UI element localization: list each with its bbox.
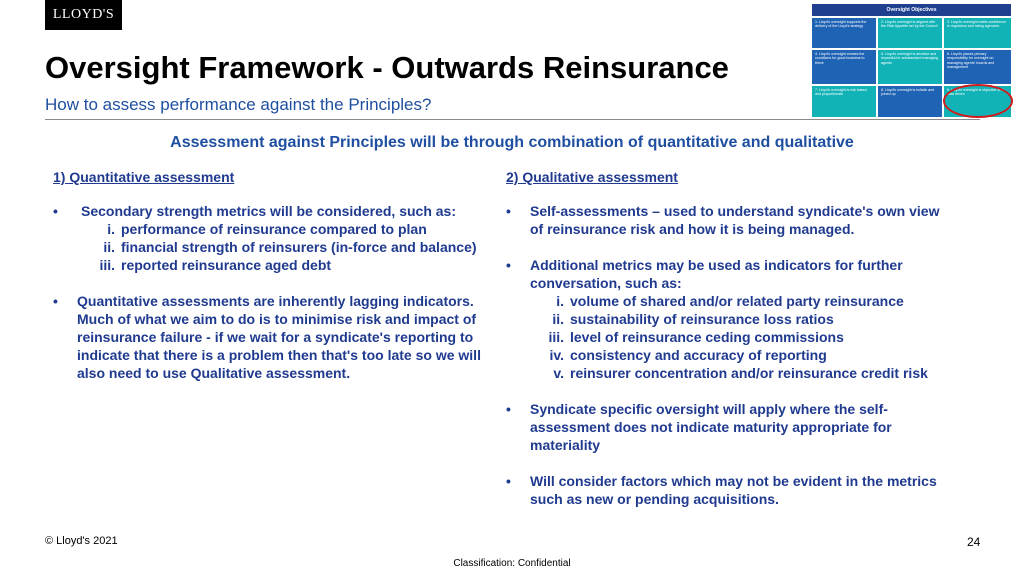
list-number: ii. xyxy=(103,239,115,255)
bullet-dot: • xyxy=(506,203,511,219)
lloyds-logo: LLOYD'S xyxy=(45,0,122,30)
page-subtitle: How to assess performance against the Principles? xyxy=(45,95,432,114)
list-text: consistency and accuracy of reporting xyxy=(570,347,827,363)
list-item xyxy=(530,346,946,364)
bullet-text: Syndicate specific oversight will apply where the self-assessment does not indicate maturity appropriate for materiality xyxy=(530,401,892,453)
list-item xyxy=(81,238,483,256)
list-item xyxy=(530,364,946,382)
bullet-text: Quantitative assessments are inherently lagging indicators. Much of what we aim to do is to minimise risk and impact of reinsurance failure - if we wait for a syndicate's reporting to indicate that there is a problem then that's too late so we will also need to use Qualitative assessment. xyxy=(77,293,481,381)
list-text: sustainability of reinsurance loss ratios xyxy=(570,311,834,327)
list-text: level of reinsurance ceding commissions xyxy=(570,329,844,345)
page-title: Oversight Framework - Outwards Reinsurance xyxy=(45,50,729,85)
list-item xyxy=(530,292,946,310)
objective-cell-5: 5. Lloyd's oversight is decisive and impactful for substandard managing agents xyxy=(878,50,942,84)
assessment-banner: Assessment against Principles will be through combination of quantitative and qualitative xyxy=(170,134,854,151)
bullet-dot: • xyxy=(53,293,58,309)
list-number: iv. xyxy=(549,347,564,363)
copyright: © Lloyd's 2021 xyxy=(45,535,118,547)
bullet-text: Will consider factors which may not be evident in the metrics such as new or pending acquisitions. xyxy=(530,473,937,507)
quantitative-heading: 1) Quantitative assessment xyxy=(53,169,235,185)
list-number: iii. xyxy=(548,329,564,345)
page-number: 24 xyxy=(967,535,981,549)
objective-cell-4: 4. Lloyd's oversight creates the conditions for good business to thrive xyxy=(812,50,876,84)
quantitative-bullet-2 xyxy=(53,292,483,382)
objective-cell-9: 9. Lloyd's oversight is objective and data driven xyxy=(944,86,1011,117)
quantitative-bullet-1 xyxy=(53,202,483,274)
qualitative-bullet-4 xyxy=(506,472,946,508)
qualitative-bullet-1 xyxy=(506,202,946,238)
objective-cell-2: 2. Lloyd's oversight is aligned with the Risk Appetite set by the Council xyxy=(878,18,942,48)
list-text: reported reinsurance aged debt xyxy=(121,257,332,273)
objective-cell-1: 1. Lloyd's oversight supports the delivery of the Lloyd's strategy xyxy=(812,18,876,48)
qualitative-bullet-3 xyxy=(506,400,946,454)
objectives-header: Oversight Objectives xyxy=(812,4,1011,16)
quantitative-column xyxy=(53,168,483,400)
list-text: volume of shared and/or related party reinsurance xyxy=(570,293,904,309)
objective-cell-6: 6. Lloyd's places primary responsibility for oversight on managing agents' boards and management xyxy=(944,50,1011,84)
bullet-dot: • xyxy=(506,401,511,417)
list-text: performance of reinsurance compared to plan xyxy=(121,221,427,237)
title-divider xyxy=(45,119,980,120)
classification-label: Classification: Confidential xyxy=(453,558,571,569)
list-number: i. xyxy=(556,293,564,309)
list-number: iii. xyxy=(99,257,115,273)
qualitative-bullet-2 xyxy=(506,256,946,382)
qualitative-column xyxy=(506,168,946,526)
bullet-text: Additional metrics may be used as indicators for further conversation, such as: xyxy=(530,257,903,291)
list-item xyxy=(81,256,483,274)
objective-9-highlight-circle xyxy=(943,84,1013,118)
qualitative-heading: 2) Qualitative assessment xyxy=(506,169,678,185)
objective-cell-8: 8. Lloyd's oversight is holistic and joined up xyxy=(878,86,942,117)
bullet-dot: • xyxy=(53,203,58,219)
bullet-text: Self-assessments – used to understand syndicate's own view of reinsurance risk and how it is being managed. xyxy=(530,203,940,237)
objective-cell-7: 7. Lloyd's oversight is risk based and proportionate xyxy=(812,86,876,117)
bullet-text: Secondary strength metrics will be considered, such as: xyxy=(81,203,457,219)
list-item xyxy=(530,328,946,346)
list-number: i. xyxy=(107,221,115,237)
bullet-dot: • xyxy=(506,257,511,273)
list-item xyxy=(81,220,483,238)
list-text: reinsurer concentration and/or reinsurance credit risk xyxy=(570,365,928,381)
objective-cell-3: 3. Lloyd's oversight instils confidence in regulators and rating agencies xyxy=(944,18,1011,48)
list-number: v. xyxy=(553,365,564,381)
list-text: financial strength of reinsurers (in-force and balance) xyxy=(121,239,477,255)
list-number: ii. xyxy=(552,311,564,327)
list-item xyxy=(530,310,946,328)
bullet-dot: • xyxy=(506,473,511,489)
